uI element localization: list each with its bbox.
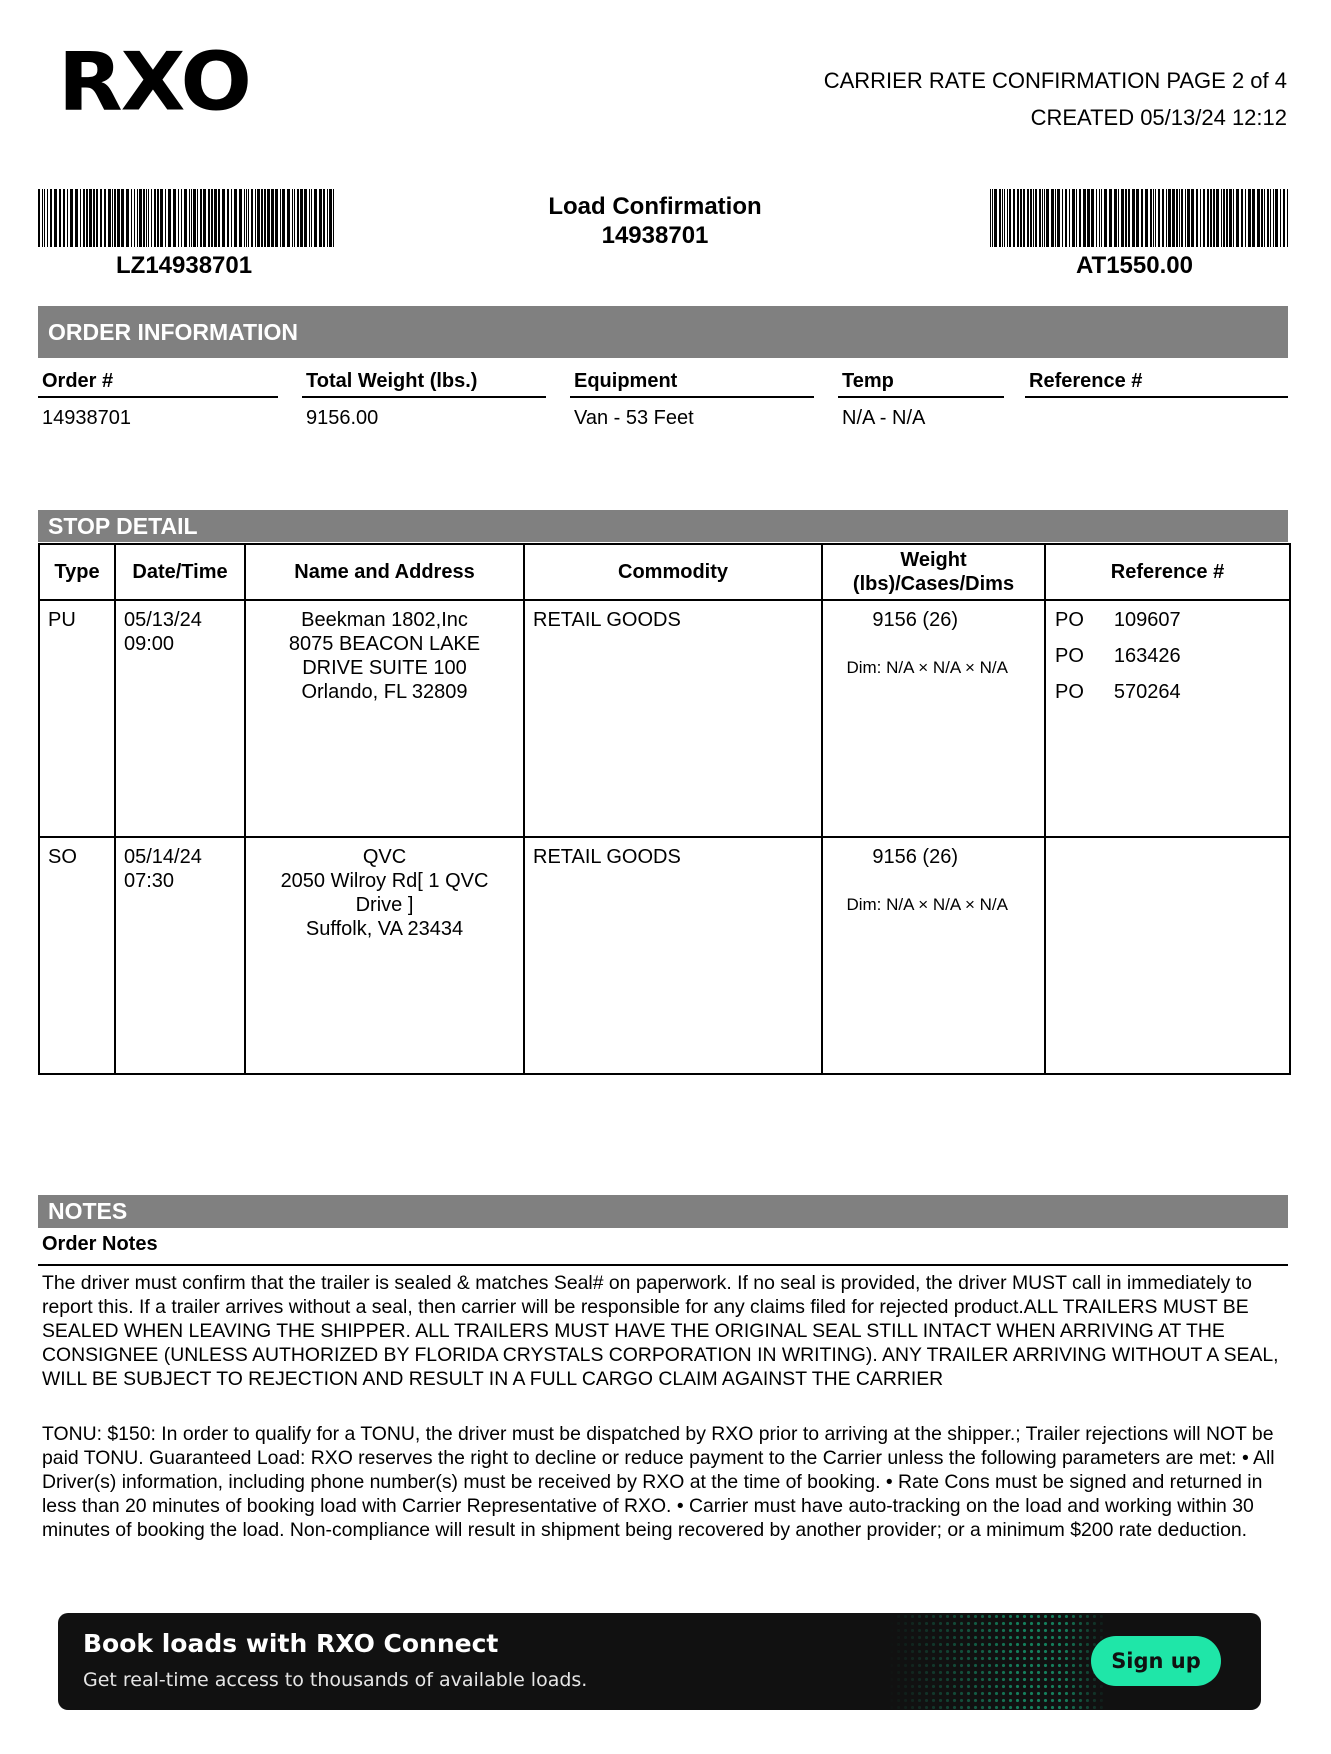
- page-title-line1: Load Confirmation: [548, 193, 762, 220]
- stop-address-line: 2050 Wilroy Rd[ 1 QVC: [280, 870, 489, 892]
- stop-weight-cell: [822, 837, 1045, 1074]
- page-title: [500, 192, 810, 250]
- divider: [38, 1264, 1288, 1266]
- stop-company-name: QVC: [362, 846, 407, 868]
- order-info-header: Temp: [838, 368, 1004, 398]
- order-information-header: ORDER INFORMATION: [38, 306, 1288, 358]
- table-row: [39, 837, 1290, 1074]
- reference-kind: PO: [1055, 681, 1084, 703]
- rxo-logo: RXO: [58, 35, 250, 129]
- order-info-order-number: [38, 368, 278, 430]
- col-header-weight: [822, 544, 1045, 600]
- created-timestamp: CREATED 05/13/24 12:12: [1030, 105, 1287, 130]
- order-info-temp: [838, 368, 1004, 430]
- stop-commodity: RETAIL GOODS: [524, 837, 822, 1074]
- stop-commodity: RETAIL GOODS: [524, 600, 822, 837]
- reference-item: [1054, 674, 1281, 710]
- tonu-notes-text: TONU: $150: In order to qualify for a TONU, the driver must be dispatched by RXO prior to arriving at the shipper.; Trailer rejections will NOT be paid TONU. Guaranteed Load: RXO reserves the right to decline or reduce payment to the Carrier unless the following parameters are met: • All Driver(s) information, including phone number(s) must be received by RXO at the time of booking. • Rate Cons must be signed and returned in less than 20 minutes of booking load with Carrier Representative of RXO. • Carrier must have auto-tracking on the load and working within 30 minutes of booking the load. Non-compliance will result in shipment being recovered by another provider; or a minimum $200 rate deduction.: [42, 1423, 1275, 1541]
- order-info-reference: [1025, 368, 1288, 407]
- stop-date: 05/13/24: [124, 609, 202, 631]
- stop-address-line: DRIVE SUITE 100: [302, 657, 467, 679]
- order-notes-label: Order Notes: [42, 1233, 158, 1255]
- stop-datetime: [115, 837, 245, 1074]
- stop-dims: Dim: N/A × N/A × N/A: [846, 658, 1008, 677]
- stop-address-line: Drive ]: [355, 894, 414, 916]
- order-notes-text: The driver must confirm that the trailer is sealed & matches Seal# on paperwork. If no seal is provided, the driver MUST call in immediately to report this. If a trailer arrives without a seal, then carrier will be responsible for any claims filed for rejected product.ALL TRAILERS MUST BE SEALED WHEN LEAVING THE SHIPPER. ALL TRAILERS MUST HAVE THE ORIGINAL SEAL STILL INTACT WHEN ARRIVING AT THE CONSIGNEE (UNLESS AUTHORIZED BY FLORIDA CRYSTALS CORPORATION IN WRITING). ANY TRAILER ARRIVING WITHOUT A SEAL, WILL BE SUBJECT TO REJECTION AND RESULT IN A FULL CARGO CLAIM AGAINST THE CARRIER: [42, 1272, 1279, 1390]
- reference-item: [1054, 638, 1281, 674]
- stop-city-state-zip: Suffolk, VA 23434: [305, 918, 464, 940]
- notes-header: NOTES: [38, 1195, 1288, 1228]
- load-barcode: [38, 189, 335, 247]
- stop-weight: 9156 (26): [872, 846, 958, 868]
- stop-datetime: [115, 600, 245, 837]
- col-header-type: Type: [39, 544, 115, 600]
- stop-time: 07:30: [124, 870, 175, 892]
- stop-date: 05/14/24: [124, 846, 202, 868]
- col-header-commodity: Commodity: [524, 544, 822, 600]
- page-indicator: CARRIER RATE CONFIRMATION PAGE 2 of 4: [823, 68, 1287, 93]
- stop-dims: Dim: N/A × N/A × N/A: [846, 895, 1008, 914]
- order-info-total-weight: [302, 368, 546, 430]
- document-header-info: [824, 62, 1287, 136]
- load-barcode-label: LZ14938701: [116, 252, 253, 279]
- stop-table-header-row: [39, 544, 1290, 600]
- load-number: 14938701: [601, 222, 709, 249]
- stop-detail-table: [38, 543, 1291, 1075]
- table-row: [39, 600, 1290, 837]
- order-info-header: Order #: [38, 368, 278, 398]
- order-info-header: Reference #: [1025, 368, 1288, 398]
- stop-references: [1045, 600, 1290, 837]
- reference-kind: PO: [1055, 609, 1084, 631]
- stop-city-state-zip: Orlando, FL 32809: [301, 681, 468, 703]
- reference-number: 570264: [1113, 681, 1181, 703]
- stop-weight-cell: [822, 600, 1045, 837]
- weight-header-line2: (lbs)/Cases/Dims: [852, 573, 1015, 595]
- rxo-connect-banner[interactable]: [58, 1613, 1261, 1710]
- amount-barcode: [990, 189, 1288, 247]
- reference-kind: PO: [1055, 645, 1084, 667]
- stop-references: [1045, 837, 1290, 1074]
- reference-number: 163426: [1113, 645, 1181, 667]
- order-info-header: Total Weight (lbs.): [302, 368, 546, 398]
- order-info-value: N/A - N/A: [842, 407, 926, 429]
- reference-number: 109607: [1113, 609, 1181, 631]
- banner-title: Book loads with RXO Connect: [83, 1629, 499, 1658]
- stop-type: PU: [39, 600, 115, 837]
- stop-address: [245, 600, 524, 837]
- stop-type: SO: [39, 837, 115, 1074]
- col-header-datetime: Date/Time: [115, 544, 245, 600]
- stop-weight: 9156 (26): [872, 609, 958, 631]
- stop-company-name: Beekman 1802,Inc: [301, 609, 468, 631]
- stop-detail-header: STOP DETAIL: [38, 510, 1288, 542]
- reference-item: [1054, 602, 1281, 638]
- order-info-equipment: [570, 368, 814, 430]
- order-info-value: 9156.00: [306, 407, 379, 429]
- order-info-value: 14938701: [42, 407, 131, 429]
- banner-dot-pattern: [888, 1613, 1108, 1710]
- col-header-reference: Reference #: [1045, 544, 1290, 600]
- sign-up-button[interactable]: Sign up: [1091, 1636, 1221, 1686]
- stop-time: 09:00: [124, 633, 175, 655]
- weight-header-line1: Weight: [900, 549, 967, 571]
- order-info-value: Van - 53 Feet: [574, 407, 694, 429]
- amount-barcode-label: AT1550.00: [1076, 252, 1193, 279]
- col-header-name-address: Name and Address: [245, 544, 524, 600]
- stop-address-line: 8075 BEACON LAKE: [288, 633, 481, 655]
- order-info-header: Equipment: [570, 368, 814, 398]
- banner-subtitle: Get real-time access to thousands of available loads.: [83, 1669, 588, 1691]
- stop-address: [245, 837, 524, 1074]
